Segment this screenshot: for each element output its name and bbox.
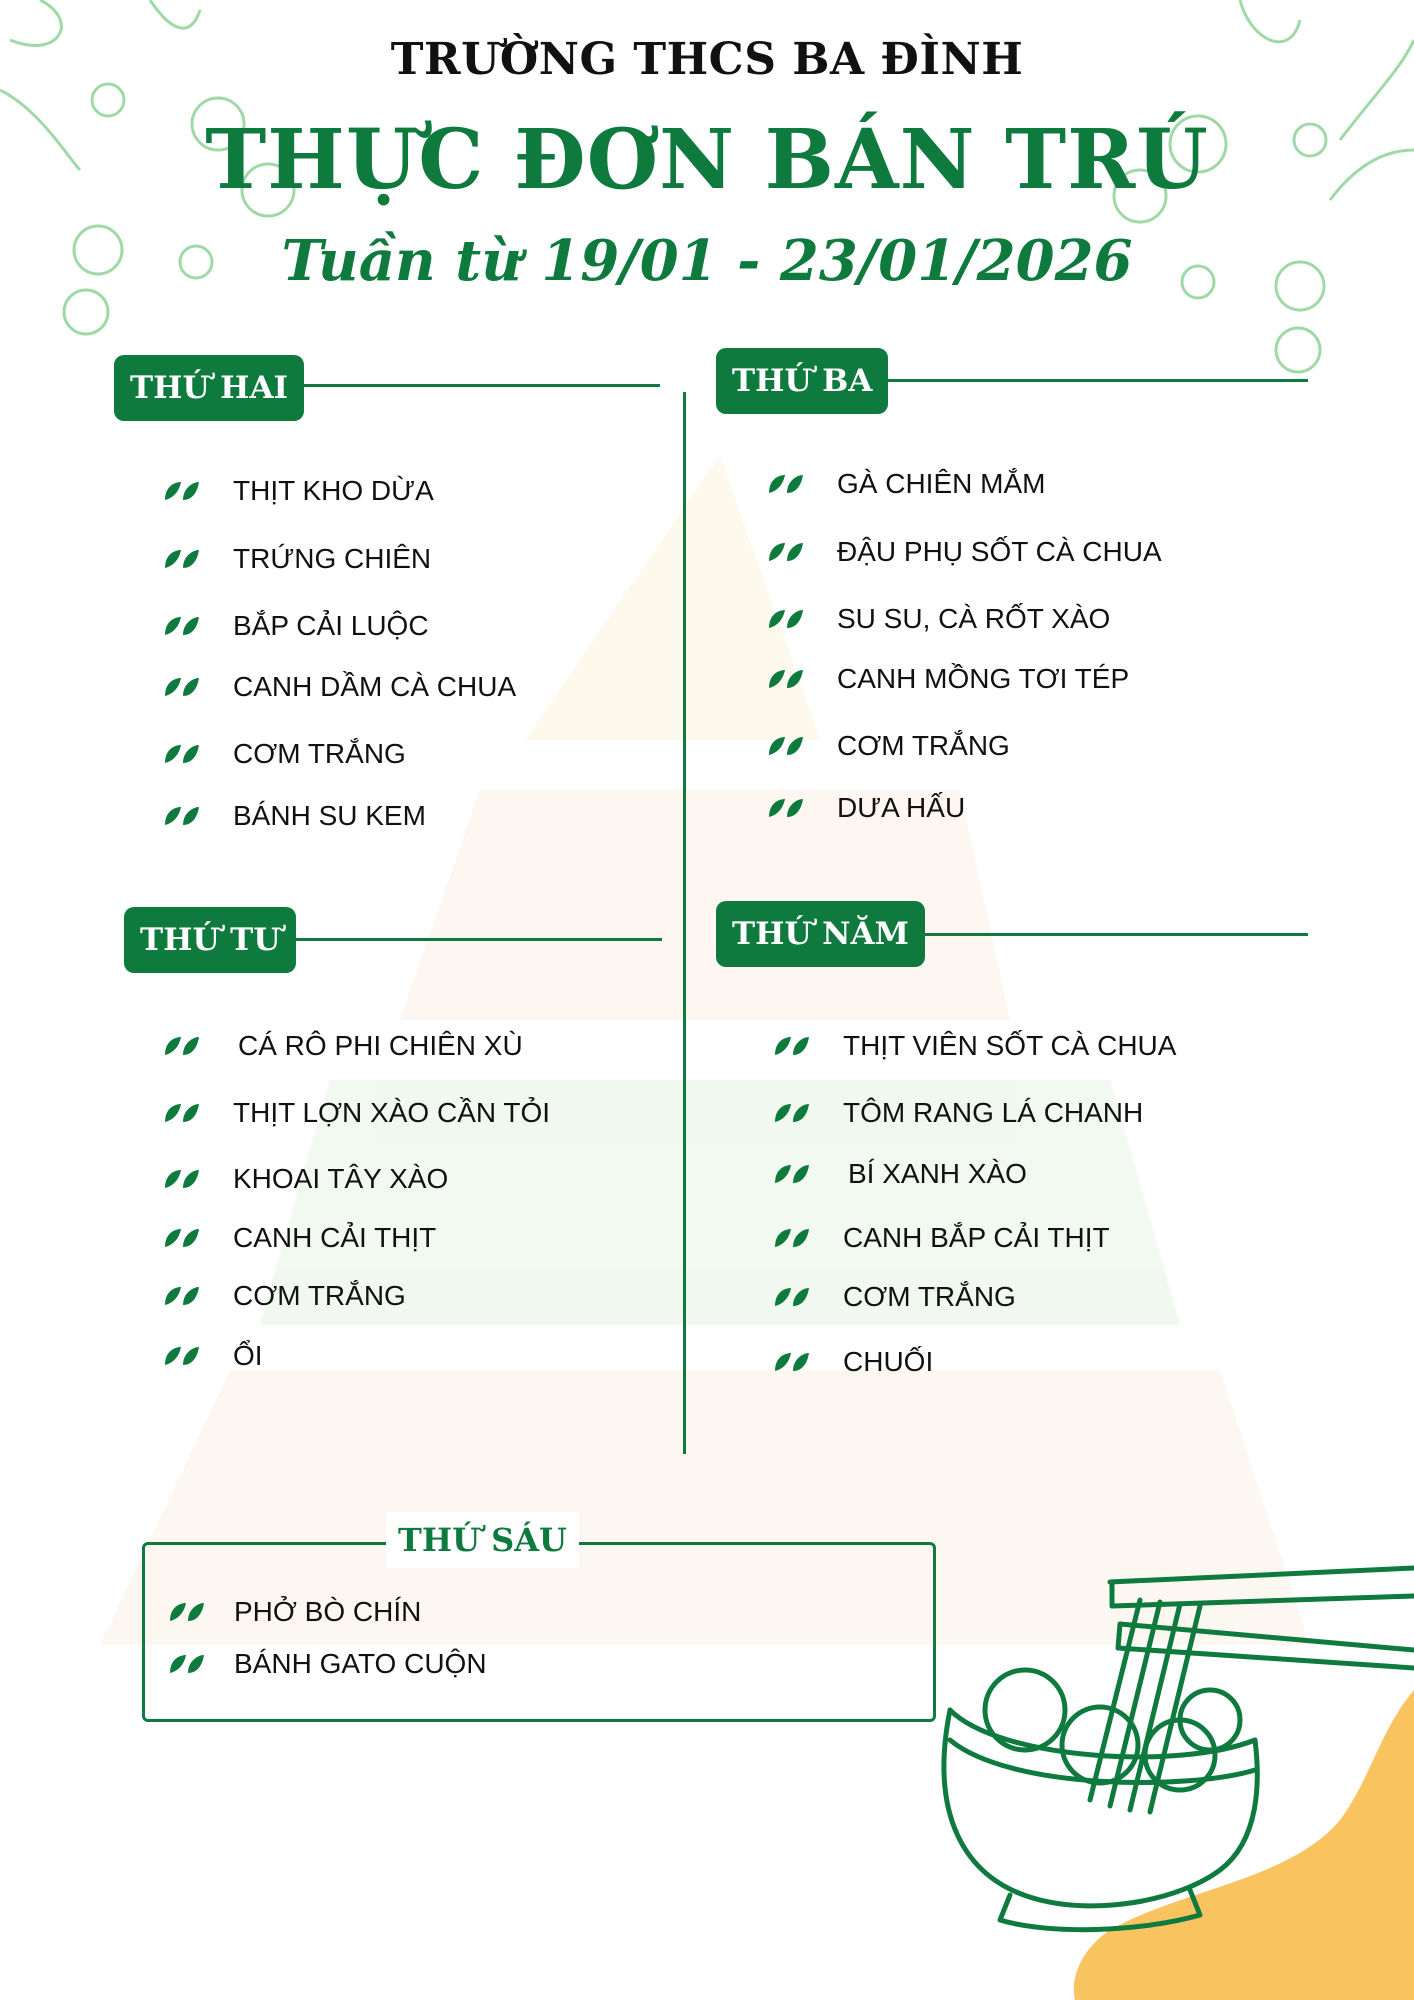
day-badge-thursday: THỨ NĂM [716,901,925,967]
menu-item-label: THỊT VIÊN SỐT CÀ CHUA [843,1030,1177,1061]
menu-item-label: BÁNH SU KEM [233,800,426,831]
day-badge-monday: THỨ HAI [114,355,304,421]
menu-item-label: BÁNH GATO CUỘN [234,1648,487,1679]
leaf-icon [163,1100,201,1126]
leaf-icon [767,606,805,632]
leaf-icon [773,1033,811,1059]
leaf-icon [163,546,201,572]
menu-item-label: CÁ RÔ PHI CHIÊN XÙ [238,1030,523,1061]
menu-item [773,1097,1143,1129]
menu-item-label: THỊT KHO DỪA [233,475,434,506]
leaf-icon [767,666,805,692]
menu-item [163,1222,436,1254]
menu-item [773,1222,1110,1254]
menu-item [163,1340,263,1372]
menu-item-label: CƠM TRẮNG [233,1280,406,1311]
menu-item [767,730,1010,762]
leaf-icon [773,1284,811,1310]
menu-item-label: ỔI [233,1340,263,1371]
menu-item-label: PHỞ BÒ CHÍN [234,1596,422,1627]
week-range: Tuần từ 19/01 - 23/01/2026 [281,228,1133,294]
menu-item [163,610,429,642]
menu-item-label: CANH DẦM CÀ CHUA [233,671,517,702]
menu-item-label: CANH MỒNG TƠI TÉP [837,663,1130,694]
day-badge-wednesday: THỨ TƯ [124,907,296,973]
leaf-icon [163,1343,201,1369]
leaf-icon [163,803,201,829]
monday-rule [290,384,660,387]
menu-item-label: CANH CẢI THỊT [233,1222,437,1253]
day-badge-tuesday: THỨ BA [716,348,888,414]
menu-item [163,543,431,575]
menu-item [773,1346,933,1378]
thursday-rule [912,933,1308,936]
leaf-icon [163,1283,201,1309]
leaf-icon [168,1599,206,1625]
leaf-icon [163,1225,201,1251]
leaf-icon [767,795,805,821]
day-badge-friday: THỨ SÁU [386,1512,579,1568]
menu-item [163,1030,523,1062]
leaf-icon [773,1100,811,1126]
menu-item-label: DƯA HẤU [837,792,966,823]
menu-item [163,738,406,770]
leaf-icon [168,1651,206,1677]
menu-item [767,536,1162,568]
wednesday-rule [286,938,662,941]
menu-item-label: THỊT LỢN XÀO CẦN TỎI [233,1097,551,1128]
leaf-icon [163,1033,201,1059]
friday-panel [142,1542,936,1722]
menu-item [163,800,426,832]
menu-item-label: CANH BẮP CẢI THỊT [843,1222,1110,1253]
menu-item [163,1163,448,1195]
menu-item [163,1097,550,1129]
menu-item-label: CHUỐI [843,1346,934,1377]
leaf-icon [163,478,201,504]
leaf-icon [773,1349,811,1375]
leaf-icon [773,1161,811,1187]
leaf-icon [767,471,805,497]
school-name: TRƯỜNG THCS BA ĐÌNH [390,34,1024,85]
tuesday-rule [876,379,1308,382]
leaf-icon [163,1166,201,1192]
menu-item-label: SU SU, CÀ RỐT XÀO [837,603,1111,634]
menu-item [773,1158,1027,1190]
column-divider [683,392,686,1454]
menu-item [767,468,1045,500]
page-title: THỰC ĐƠN BÁN TRÚ [205,112,1209,208]
menu-item [773,1030,1176,1062]
menu-item-label: CƠM TRẮNG [837,730,1010,761]
menu-item-label: ĐẬU PHỤ SỐT CÀ CHUA [837,536,1162,567]
menu-item [767,663,1129,695]
leaf-icon [163,674,201,700]
menu-item-label: BÍ XANH XÀO [848,1158,1027,1189]
leaf-icon [767,539,805,565]
menu-item [767,792,965,824]
menu-item-label: TRỨNG CHIÊN [233,543,432,574]
menu-item [168,1596,421,1628]
menu-item [168,1648,487,1680]
menu-item-label: CƠM TRẮNG [843,1281,1016,1312]
menu-item [163,671,516,703]
menu-item [773,1281,1016,1313]
leaf-icon [163,741,201,767]
leaf-icon [767,733,805,759]
leaf-icon [163,613,201,639]
menu-item-label: CƠM TRẮNG [233,738,406,769]
menu-item [767,603,1110,635]
menu-item [163,1280,406,1312]
menu-item-label: GÀ CHIÊN MẮM [837,468,1046,499]
menu-item-label: BẮP CẢI LUỘC [233,610,429,641]
leaf-icon [773,1225,811,1251]
menu-item-label: TÔM RANG LÁ CHANH [843,1097,1144,1128]
menu-item [163,475,434,507]
menu-item-label: KHOAI TÂY XÀO [233,1163,449,1194]
